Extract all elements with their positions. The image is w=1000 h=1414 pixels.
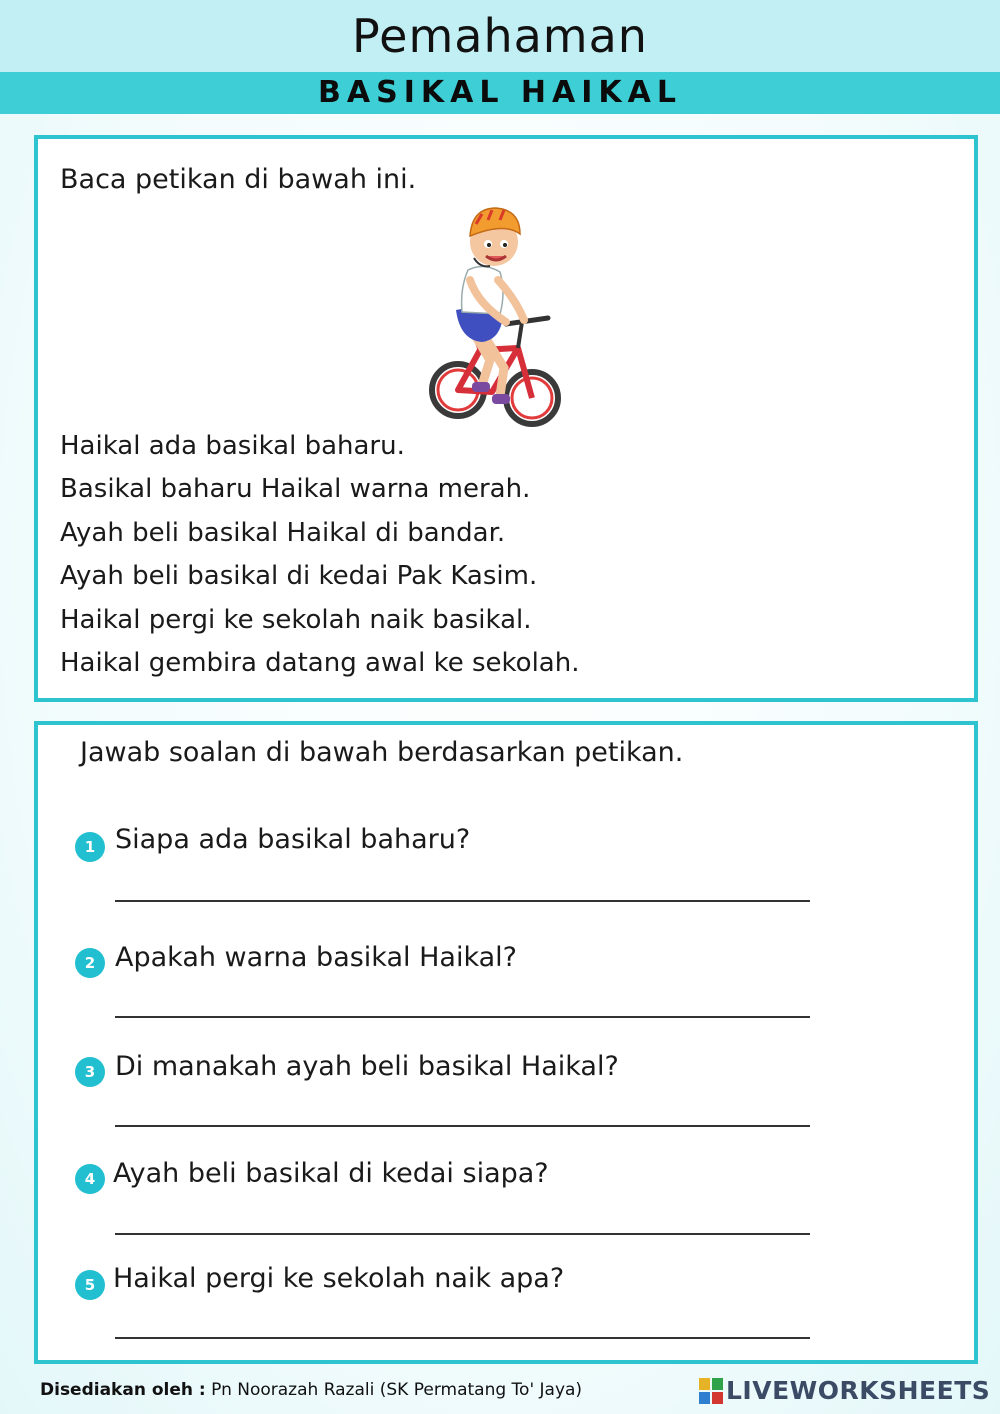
question-text: Apakah warna basikal Haikal? <box>115 942 517 973</box>
liveworksheets-mark-icon <box>698 1377 724 1405</box>
question-text: Siapa ada basikal baharu? <box>115 824 471 855</box>
page-subtitle: BASIKAL HAIKAL <box>318 75 682 110</box>
question-number-badge: 5 <box>75 1270 105 1300</box>
question-text: Di manakah ayah beli basikal Haikal? <box>115 1051 619 1082</box>
passage-line: Basikal baharu Haikal warna merah. <box>60 474 531 505</box>
author-name: Pn Noorazah Razali (SK Permatang To' Jaya) <box>211 1380 583 1400</box>
answer-line[interactable] <box>115 1233 810 1235</box>
answer-line[interactable] <box>115 1016 810 1018</box>
questions-instruction: Jawab soalan di bawah berdasarkan petikan. <box>80 737 684 768</box>
question-number-badge: 1 <box>75 832 105 862</box>
answer-line[interactable] <box>115 1125 810 1127</box>
prepared-by-label: Disediakan oleh : <box>40 1380 206 1400</box>
answer-line[interactable] <box>115 900 810 902</box>
passage-instruction: Baca petikan di bawah ini. <box>60 164 417 195</box>
question-number-badge: 4 <box>75 1164 105 1194</box>
passage-lines <box>60 425 579 685</box>
question-number-badge: 3 <box>75 1057 105 1087</box>
passage-line: Haikal gembira datang awal ke sekolah. <box>60 648 580 679</box>
question-text: Haikal pergi ke sekolah naik apa? <box>113 1263 565 1294</box>
passage-line: Ayah beli basikal Haikal di bandar. <box>60 517 506 548</box>
passage-line: Haikal pergi ke sekolah naik basikal. <box>60 604 532 635</box>
question-text: Ayah beli basikal di kedai siapa? <box>113 1158 549 1189</box>
boy-cycling-icon <box>420 200 580 440</box>
answer-line[interactable] <box>115 1337 810 1339</box>
brand-name: LIVEWORKSHEETS <box>726 1376 991 1405</box>
page-title: Pemahaman <box>352 9 648 63</box>
passage-line: Haikal ada basikal baharu. <box>60 431 405 461</box>
passage-line: Ayah beli basikal di kedai Pak Kasim. <box>60 561 538 592</box>
footer-credit <box>40 1378 582 1402</box>
question-number-badge: 2 <box>75 948 105 978</box>
